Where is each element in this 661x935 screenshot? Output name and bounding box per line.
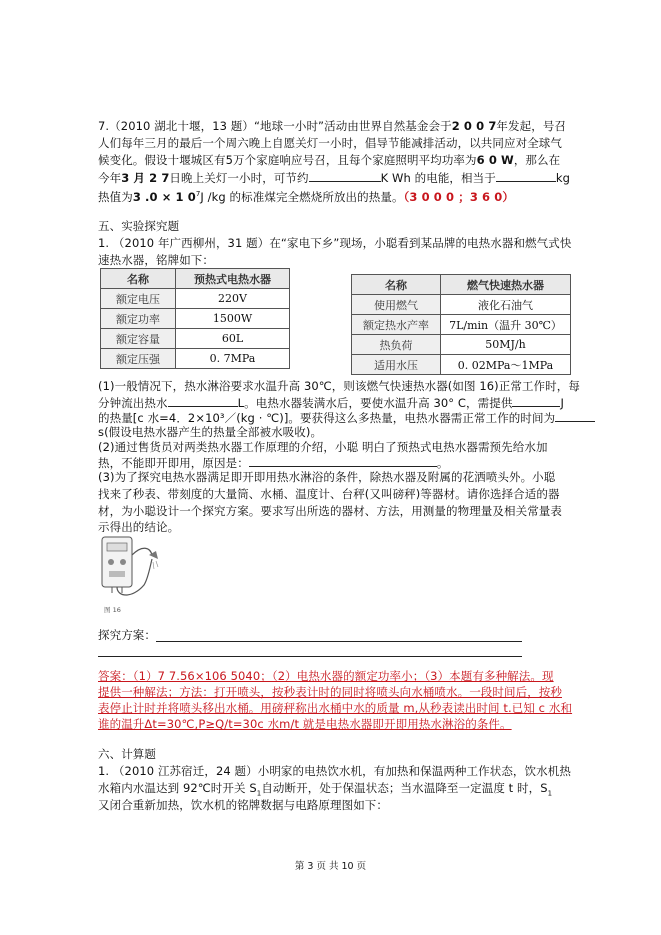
table-cell: 220V — [176, 289, 290, 309]
s5-q1-line-1: 1. （2010 年广西柳州，31 题）在“家电下乡”现场，小聪看到某品牌的电热水器和燃气式快 — [98, 236, 572, 250]
spec-table-electric — [100, 268, 290, 369]
p1-blank-heat[interactable] — [512, 395, 560, 407]
p1-line-3: 的热量[c 水=4．2×10³／(kg · ℃)]。要获得这么多热量，电热水器需正常工作的时间为 — [98, 410, 595, 425]
table-cell: 额定容量 — [101, 329, 176, 349]
table-row — [101, 329, 290, 349]
table-cell: 0. 02MPa～1MPa — [441, 355, 571, 375]
p2-line-1: (2)通过售货员对两类热水器工作原理的介绍，小聪 明白了预热式电热水器需预先给水加 — [98, 440, 548, 454]
plan-answer-line-1[interactable] — [156, 641, 522, 642]
table-cell: 使用燃气 — [352, 295, 441, 315]
p2-line-2: 热，不能即开即用，原因是： 。 — [98, 456, 449, 470]
p1-blank-time[interactable] — [555, 410, 595, 422]
figure-caption: 图 16 — [104, 606, 121, 614]
table-header: 名称 — [101, 269, 176, 289]
answer-line-1: 答案：（1）7 7.56×106 5040；（2）电热水器的额定功率小；（3）本题有多种解法。现 — [98, 669, 554, 683]
q7-line-2: 人们每年三月的最后一个周六晚上自愿关灯一小时，倡导节能减排活动，以共同应对全球气 — [98, 136, 562, 150]
q7-line-5: 热值为3 .0 × 1 $0^7J$ /kg 的标准煤完全燃烧所放出的热量。（3 0 0 0 ；3 6 0） — [98, 189, 514, 204]
table-cell: 液化石油气 — [441, 295, 571, 315]
table-cell: 额定压强 — [101, 349, 176, 369]
plan-answer-line-2[interactable] — [98, 656, 522, 657]
p2-blank-reason[interactable] — [249, 455, 437, 467]
answer-line-4: 谁的温升Δt=30℃,P≥Q/t=30c 水m/t 就是电热水器即开即用热水淋浴的条件。 — [98, 717, 512, 731]
q7-answer: （3 0 0 0 ；3 6 0） — [403, 189, 514, 204]
section5-title: 五、实验探究题 — [98, 219, 180, 233]
plan-label: 探究方案： — [98, 628, 156, 642]
table-cell: 60L — [176, 329, 290, 349]
p1-line-1: (1)一般情况下，热水淋浴要求水温升高 30℃，则该燃气快速热水器(如图 16)正常工作时，每 — [98, 379, 580, 393]
q7-power: 6 0 W — [476, 153, 514, 167]
answer-line-2: 提供一种解法；方法：打开喷头，按秒表计时的同时将喷头向水桶喷水。一段时间后，按秒 — [98, 685, 562, 699]
q7-date: 3 月 2 7 — [121, 171, 170, 185]
s5-q1-line-2: 速热水器，铭牌如下： — [98, 253, 214, 267]
table-row — [352, 355, 571, 375]
p1-line-4: s(假设电热水器产生的热量全部被水吸收)。 — [98, 425, 323, 439]
table-header: 燃气快速热水器 — [441, 275, 571, 295]
table-header: 预热式电热水器 — [176, 269, 290, 289]
page-footer: 第 3 页 共 10 页 — [294, 861, 367, 872]
s6-line-3: 又闭合重新加热，饮水机的铭牌数据与电路原理图如下： — [98, 798, 388, 812]
table-row — [352, 275, 571, 295]
q7-line-4: 今年3 月 2 7日晚上关灯一小时，可节约 K Wh 的电能，相当于 kg — [98, 171, 571, 185]
answer-line-3: 表停止计时并将喷头移出水桶。用磅秤称出水桶中水的质量 m,从秒表读出时间 t.已知 c 水和 — [98, 701, 573, 715]
p1-line-2: 分钟流出热水 L。电热水器装满水后，要使水温升高 30° C，需提供 J — [98, 396, 564, 410]
s6-line-1: 1. （2010 江苏宿迁，24 题）小明家的电热饮水机，有加热和保温两种工作状态，饮水机热 — [98, 764, 571, 778]
table-cell: 额定功率 — [101, 309, 176, 329]
p3-line-4: 示得出的结论。 — [98, 520, 180, 534]
table-header: 名称 — [352, 275, 441, 295]
table-cell: 50MJ/h — [441, 335, 571, 355]
table-row — [101, 289, 290, 309]
table-row — [352, 295, 571, 315]
q7-line-3: 候变化。假设十堰城区有5万个家庭响应号召，且每个家庭照明平均功率为6 0 W，那么在 — [98, 153, 561, 167]
p1-blank-water[interactable] — [168, 395, 238, 407]
table-cell: 额定热水产率 — [352, 315, 441, 335]
table-row — [352, 315, 571, 335]
water-heater-figure — [98, 535, 160, 609]
table-cell: 热负荷 — [352, 335, 441, 355]
table-cell: 0. 7MPa — [176, 349, 290, 369]
section6-title: 六、计算题 — [98, 747, 156, 761]
q7-year: 2 0 0 7 — [451, 119, 497, 133]
table-row — [101, 309, 290, 329]
table-cell: 7L/min（温升 30℃） — [441, 315, 571, 335]
table-row — [101, 349, 290, 369]
p3-line-3: 材，为小聪设计一个探究方案。要求写出所选的器材、方法，用测量的物理量及相关常量表 — [98, 504, 562, 518]
q7-line-1: 7.（2010 湖北十堰，13 题）“地球一小时”活动由世界自然基金会于2 0 0 7年发起，号召 — [98, 119, 567, 133]
table-row — [352, 335, 571, 355]
table-cell: 1500W — [176, 309, 290, 329]
p3-line-1: (3)为了探究电热水器满足即开即用热水淋浴的条件，除热水器及附属的花洒喷头外。小聪 — [98, 470, 556, 484]
q7-blank-2[interactable] — [496, 170, 556, 182]
spec-table-gas — [351, 274, 571, 375]
s6-line-2: 水箱内水温达到 92℃时开关 $S_1$自动断开，处于保温状态；当水温降至一定温度 t 时，$S_1$ — [98, 781, 553, 798]
p3-line-2: 找来了秒表、带刻度的大量筒、水桶、温度计、台秤(又叫磅秤)等器材。请你选择合适的器 — [98, 487, 560, 501]
table-row — [101, 269, 290, 289]
q7-heat-value: 3 .0 × 1 0 — [132, 189, 196, 204]
table-cell: 额定电压 — [101, 289, 176, 309]
q7-blank-1[interactable] — [309, 170, 381, 182]
table-cell: 适用水压 — [352, 355, 441, 375]
